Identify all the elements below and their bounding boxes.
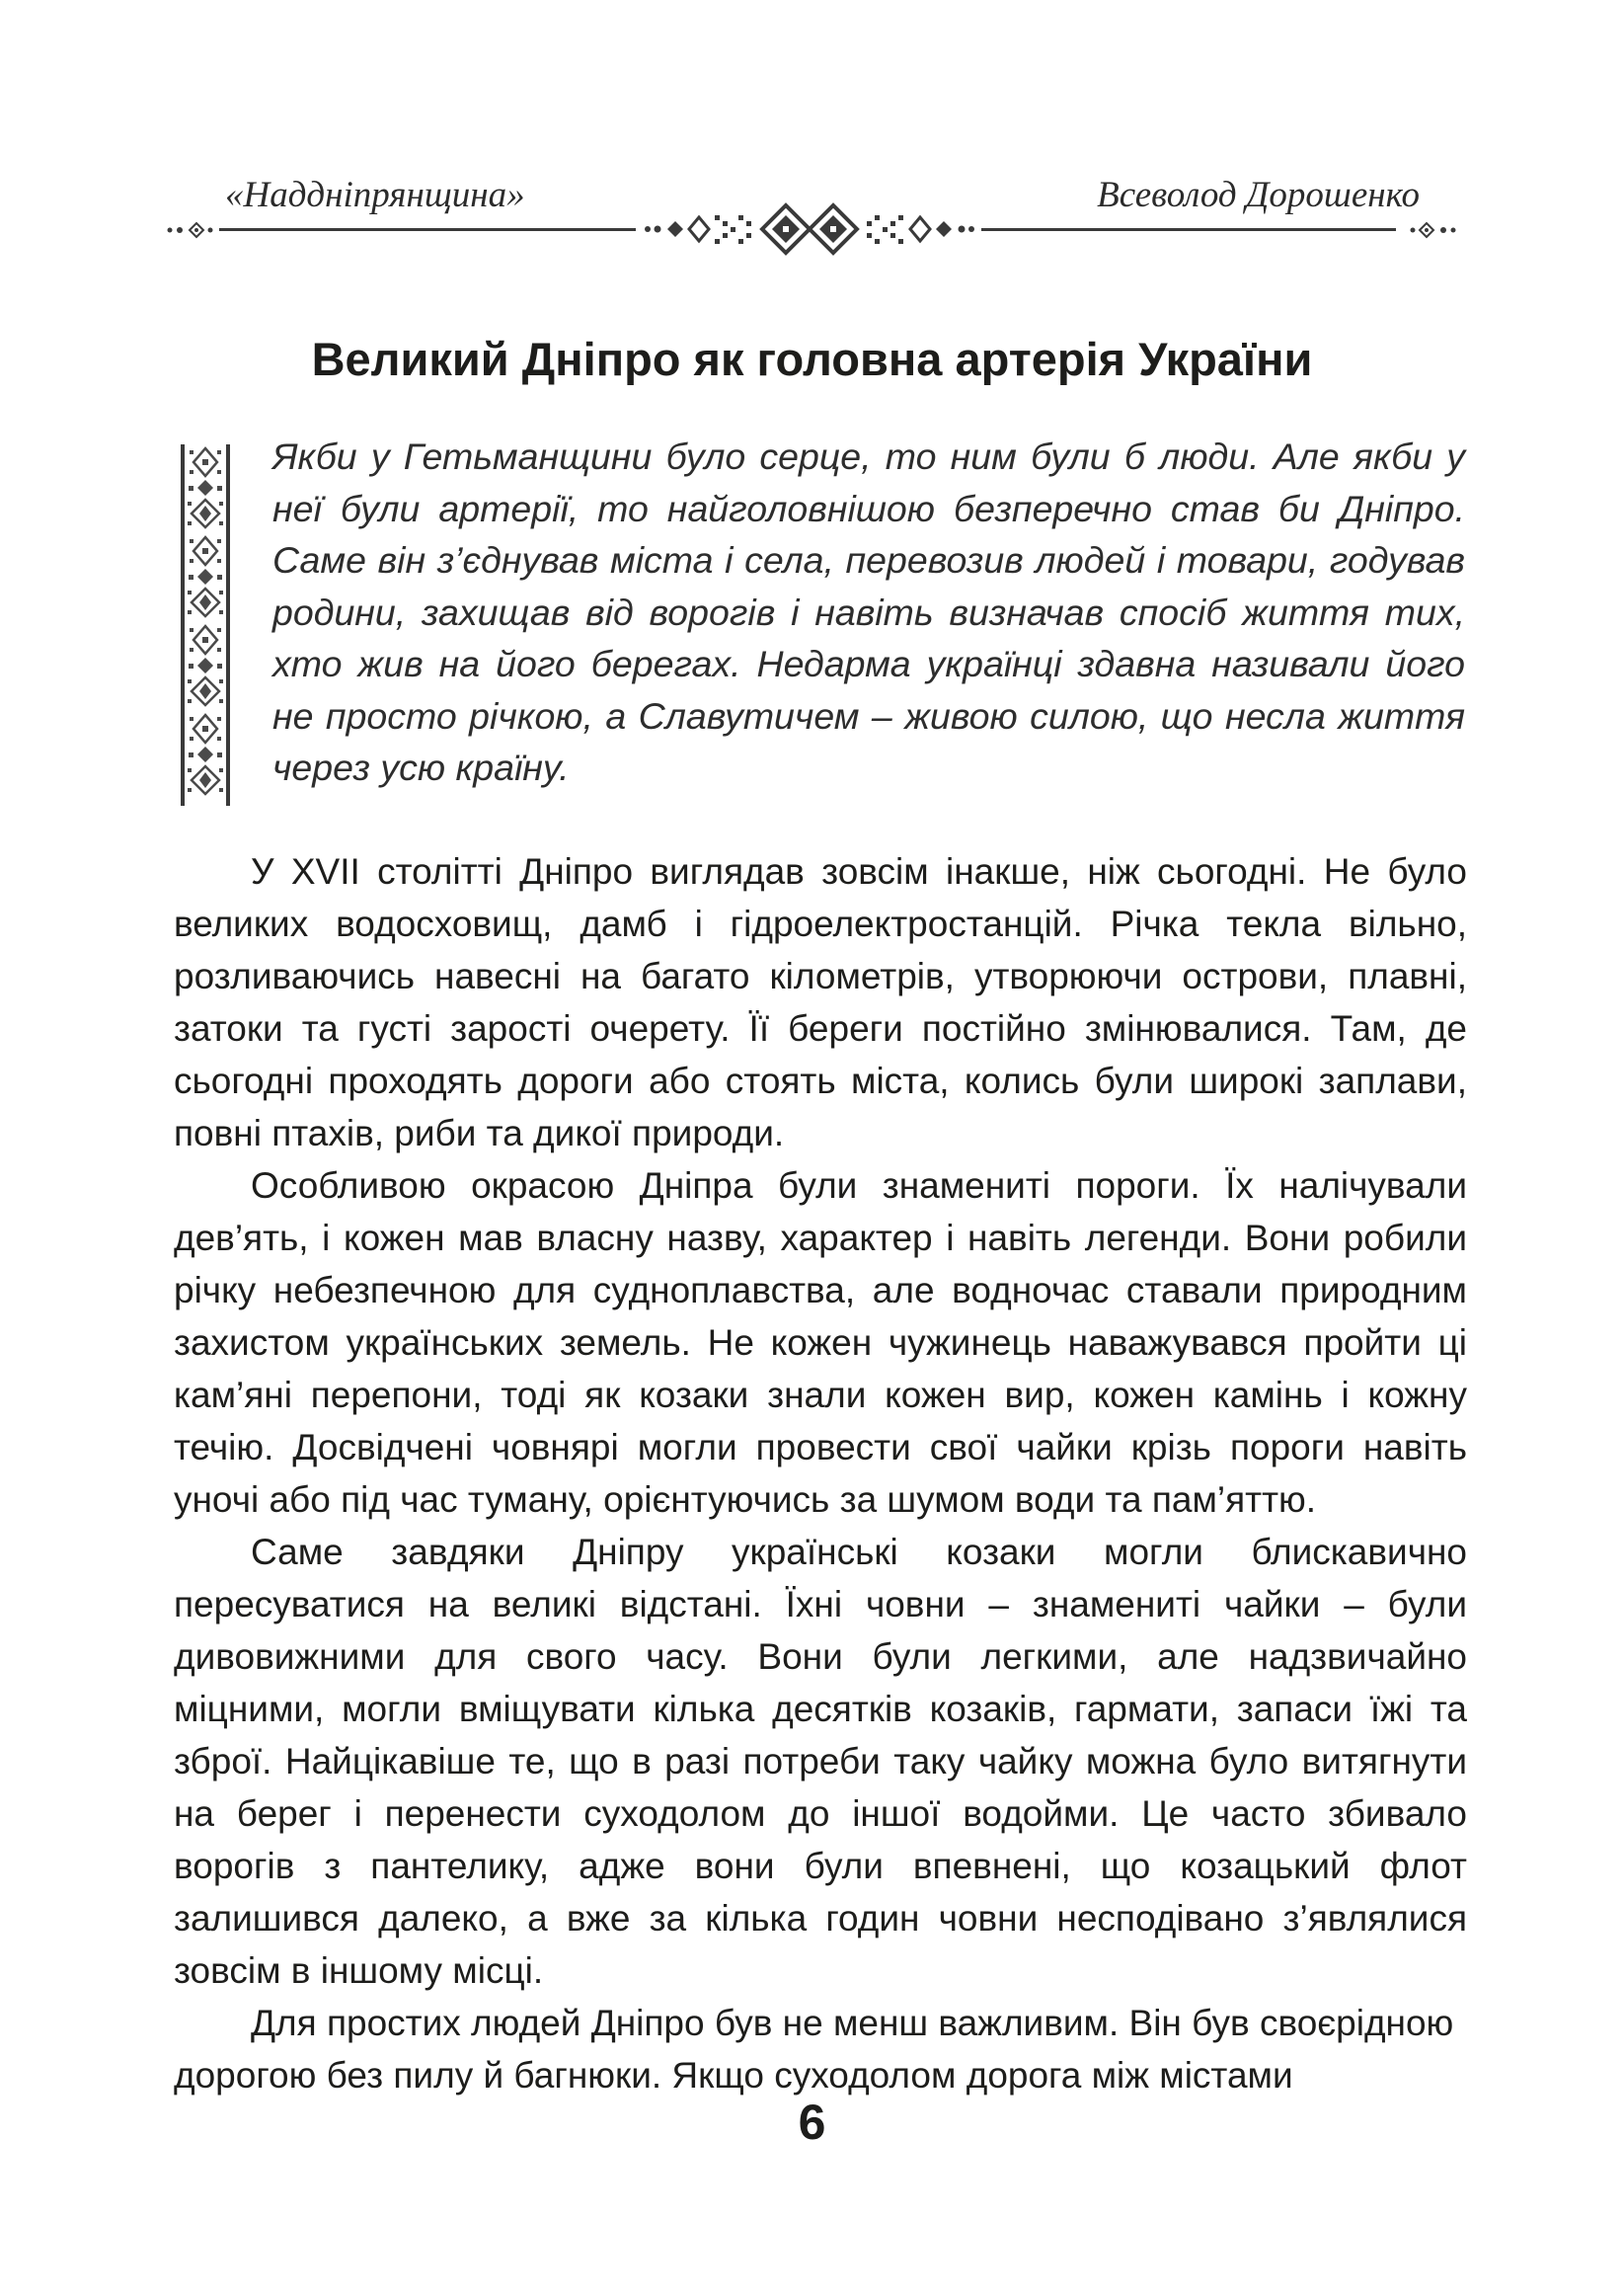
paragraph: Особливою окрасою Дніпра були знамениті пороги. Їх налічували дев’ять, і кожен мав власну назву, характер і навіть легенди. Вони робили річку небезпечною для судноплавства, але водночас ставали природним захистом українських земель. Не кожен чужинець наважувався пройти ці кам’яні перепони, тоді як козаки знали кожен вир, кожен камінь і кожну течію. Досвідчені човнярі могли провести свої чайки крізь пороги навіть уночі або під час туману, орієнтуючись за шумом води та пам’яттю. bbox=[174, 1165, 1467, 1520]
header-rule-right bbox=[981, 228, 1396, 231]
embroidery-band-icon bbox=[180, 444, 231, 806]
header-section-title: «Наддніпрянщина» bbox=[225, 175, 525, 215]
header-author: Всеволод Дорошенко bbox=[1097, 175, 1420, 215]
paragraph: Для простих людей Дніпро був не менш важливим. Він був своєрідною дорогою без пилу й багнюки. Якщо суходолом дорога між містами bbox=[174, 2003, 1454, 2096]
embroidery-ornament-icon bbox=[642, 199, 977, 259]
header-rule-left bbox=[219, 228, 636, 231]
epigraph-text: Якби у Гетьманщини було серце, то ним були б люди. Але якби у неї були артерії, то найголовнішою безперечно став би Дніпро. Саме він з’єднував міста і села, перевозив людей і товари, годував родини, захищав від ворогів і навіть визначав спосіб життя тих, хто жив на його берегах. Недарма українці здавна називали його не просто річкою, а Славутичем – живою силою, що несла життя через усю країну. bbox=[272, 435, 1465, 788]
header-left-end-ornament-icon bbox=[166, 219, 221, 241]
paragraph: У XVII столітті Дніпро виглядав зовсім інакше, ніж сьогодні. Не було великих водосховищ, дамб і гідроелектростанцій. Річка текла вільно, розливаючись навесні на багато кілометрів, утворюючи острови, плавні, затоки та густі зарості очерету. Її береги постійно змінювалися. Там, де сьогодні проходять дороги або стоять міста, колись були широкі заплави, повні птахів, риби та дикої природи. bbox=[174, 851, 1467, 1153]
page-number: 6 bbox=[798, 2095, 826, 2150]
header-right-end-ornament-icon bbox=[1402, 219, 1457, 241]
paragraph: Саме завдяки Дніпру українські козаки могли блискавично пересуватися на великі відстані. Їхні човни – знамениті чайки – були дивовижними для свого часу. Вони були легкими, але надзвичайно міцними, могли вміщувати кілька десятків козаків, гармати, запаси їжі та зброї. Найцікавіше те, що в разі потреби таку чайку можна було витягнути на берег і перенести суходолом до іншої водойми. Це часто збивало ворогів з пантелику, адже вони були впевнені, що козацький флот залишився далеко, а вже за кілька годин човни несподівано з’являлися зовсім в іншому місці. bbox=[174, 1532, 1467, 1991]
running-header bbox=[166, 158, 1459, 247]
epigraph bbox=[272, 431, 1465, 794]
body-text bbox=[174, 845, 1467, 2101]
chapter-title: Великий Дніпро як головна артерія України bbox=[311, 333, 1313, 385]
